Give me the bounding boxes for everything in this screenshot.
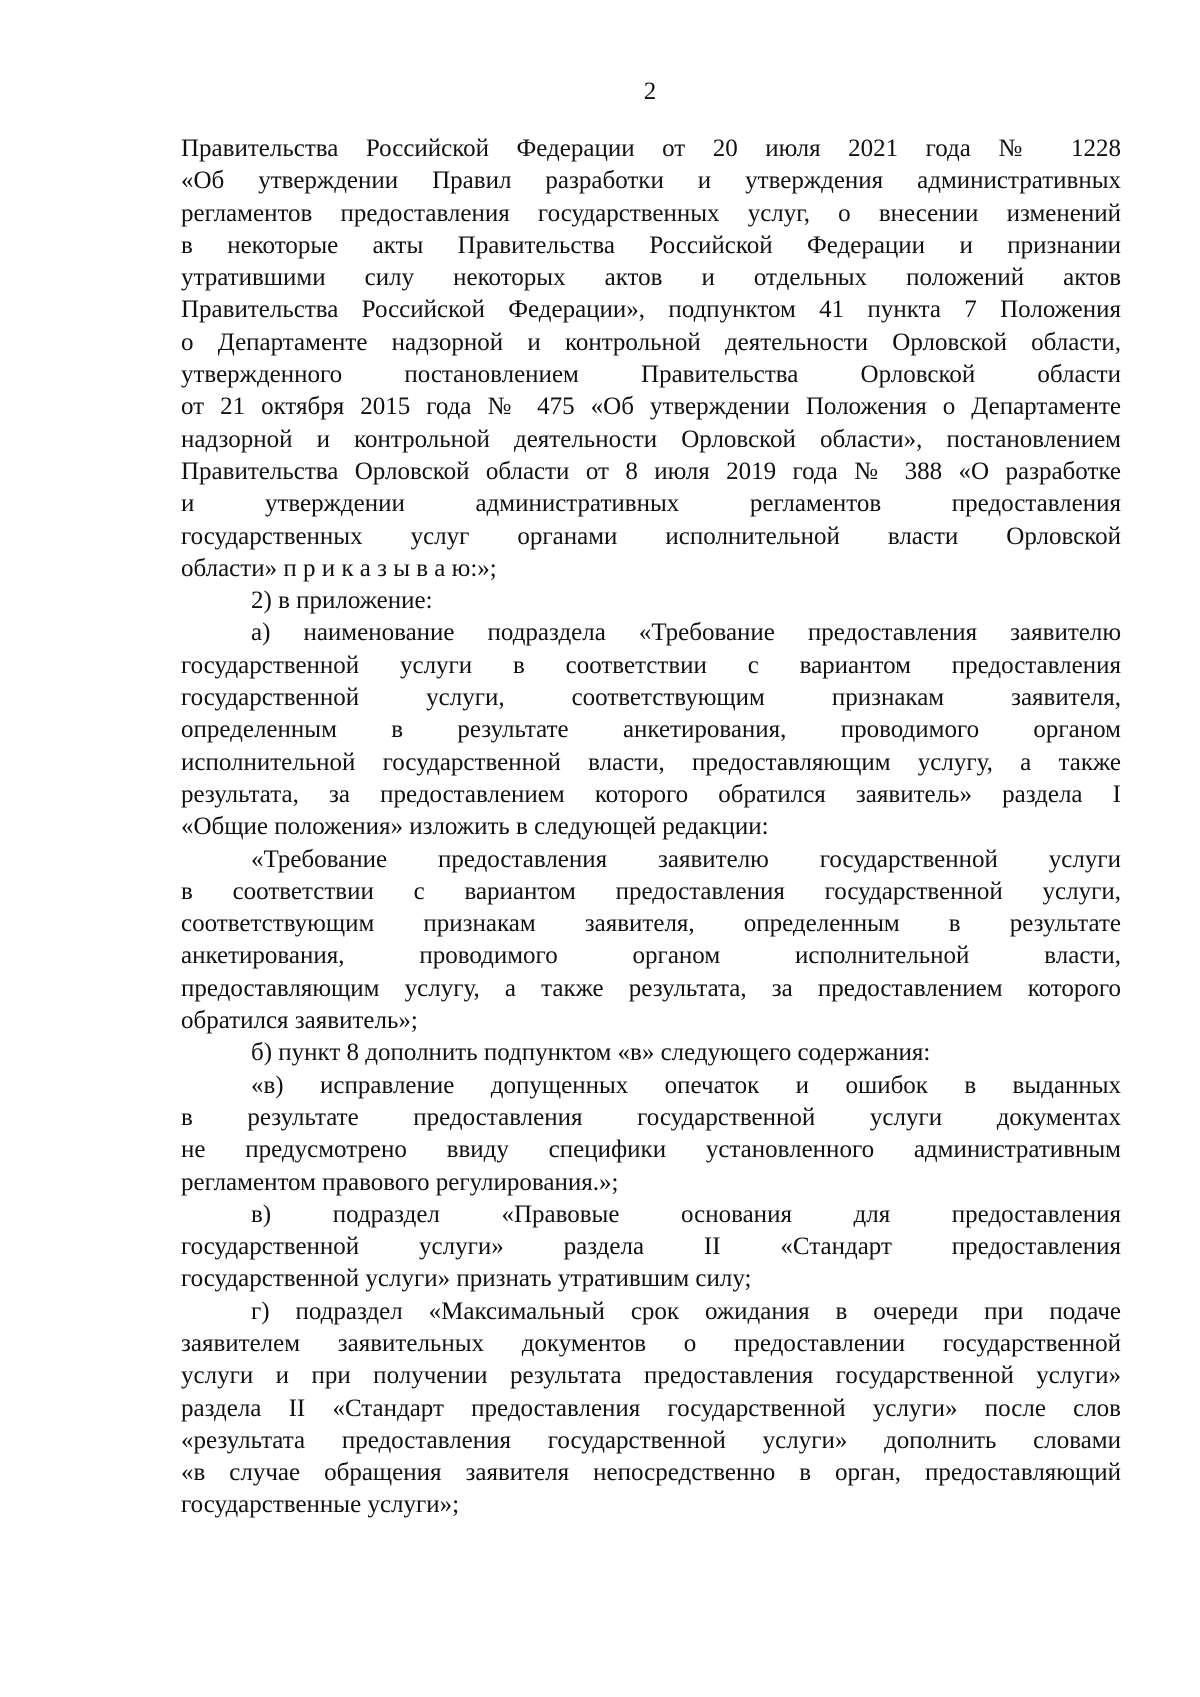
text-line: определенным в результате анкетирования, проводимого органом: [181, 716, 1121, 744]
text-line: утратившими силу некоторых актов и отдельных положений актов: [181, 264, 1121, 292]
text-line: не предусмотрено ввиду специфики установленного административным: [181, 1136, 1121, 1164]
text-line: регламентов предоставления государственных услуг, о внесении изменений: [181, 199, 1121, 227]
text-line: Правительства Российской Федерации от 20 июля 2021 года № 1228: [181, 135, 1121, 162]
text-line: раздела II «Стандарт предоставления государственной услуги» после слов: [181, 1394, 1121, 1422]
document-body: [181, 133, 1121, 1522]
text-line: «Об утверждении Правил разработки и утверждения административных: [181, 167, 1121, 195]
text-line: Правительства Орловской области от 8 июля 2019 года № 388 «О разработке: [181, 457, 1121, 485]
text-line: о Департаменте надзорной и контрольной деятельности Орловской области,: [181, 328, 1121, 356]
text-line: регламентом правового регулирования.»;: [181, 1168, 619, 1196]
text-line: б) пункт 8 дополнить подпунктом «в» следующего содержания:: [251, 1039, 931, 1067]
text-line: Правительства Российской Федерации», подпунктом 41 пункта 7 Положения: [181, 296, 1121, 324]
text-line: области» п р и к а з ы в а ю:»;: [181, 554, 497, 582]
text-line: результата, за предоставлением которого обратился заявитель» раздела I: [181, 780, 1121, 808]
text-line: «в) исправление допущенных опечаток и ошибок в выданных: [251, 1071, 1121, 1099]
text-line: надзорной и контрольной деятельности Орловской области», постановлением: [181, 425, 1121, 453]
text-line: государственной услуги» раздела II «Стандарт предоставления: [181, 1233, 1121, 1261]
text-line: утвержденного постановлением Правительства Орловской области: [181, 361, 1121, 389]
text-line: «в случае обращения заявителя непосредственно в орган, предоставляющий: [181, 1459, 1121, 1487]
text-line: исполнительной государственной власти, предоставляющим услугу, а также: [181, 748, 1121, 776]
text-line: в результате предоставления государственной услуги документах: [181, 1103, 1121, 1131]
text-line: заявителем заявительных документов о предоставлении государственной: [181, 1329, 1121, 1357]
text-line: в некоторые акты Правительства Российской Федерации и признании: [181, 231, 1121, 259]
text-line: г) подраздел «Максимальный срок ожидания в очереди при подаче: [251, 1297, 1121, 1325]
text-line: услуги и при получении результата предоставления государственной услуги»: [181, 1362, 1121, 1390]
text-line: «Общие положения» изложить в следующей редакции:: [181, 813, 769, 841]
text-line: государственные услуги»;: [181, 1491, 460, 1519]
text-line: предоставляющим услугу, а также результата, за предоставлением которого: [181, 974, 1121, 1002]
text-line: соответствующим признакам заявителя, определенным в результате: [181, 910, 1121, 938]
text-line: от 21 октября 2015 года № 475 «Об утверждении Положения о Департаменте: [181, 393, 1121, 421]
text-line: государственной услуги» признать утратившим силу;: [181, 1265, 752, 1293]
text-line: в соответствии с вариантом предоставления государственной услуги,: [181, 877, 1121, 905]
text-line: «Требование предоставления заявителю государственной услуги: [251, 845, 1121, 873]
text-line: государственной услуги, соответствующим признакам заявителя,: [181, 684, 1121, 712]
text-line: государственной услуги в соответствии с вариантом предоставления: [181, 651, 1121, 679]
page-number: 2: [643, 78, 657, 105]
text-line: анкетирования, проводимого органом исполнительной власти,: [181, 942, 1121, 970]
text-line: обратился заявитель»;: [181, 1007, 418, 1035]
text-line: в) подраздел «Правовые основания для предоставления: [251, 1200, 1121, 1228]
text-line: и утверждении административных регламентов предоставления: [181, 490, 1121, 518]
text-line: 2) в приложение:: [251, 587, 433, 615]
text-line: государственных услуг органами исполнительной власти Орловской: [181, 522, 1121, 550]
text-line: а) наименование подраздела «Требование предоставления заявителю: [251, 619, 1121, 647]
text-line: «результата предоставления государственной услуги» дополнить словами: [181, 1426, 1121, 1454]
